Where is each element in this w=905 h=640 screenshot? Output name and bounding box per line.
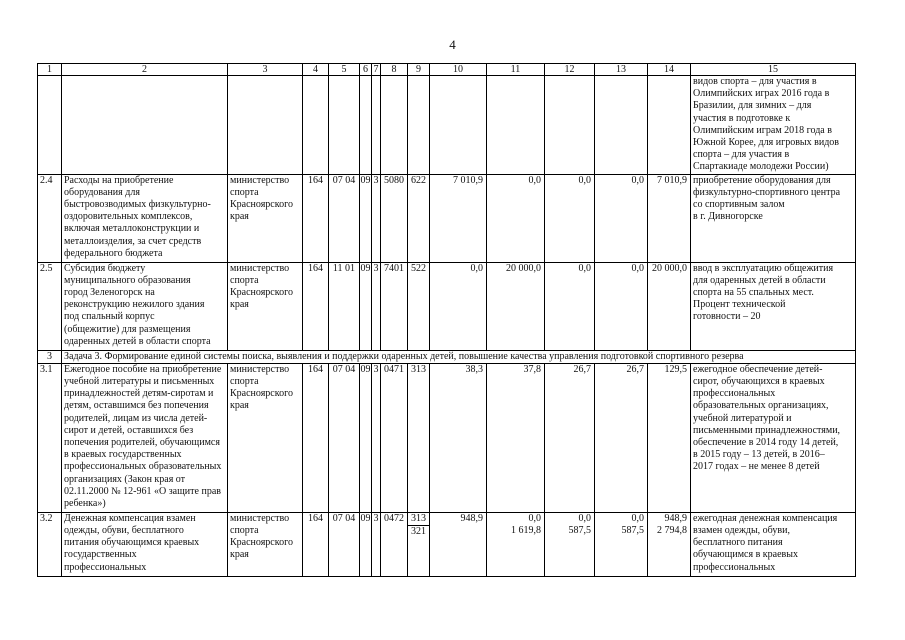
result-cell: ежегодное обеспечение детей- сирот, обучающихся в краевых профессиональных образовательных организациях, учебной литературой и письменными принадлежностями, обеспечение в 2014 году 14 детей, в 2015 году – 13 детей, в 2016– 2017 годах – не менее 8 детей (691, 363, 856, 512)
amount-cell (545, 512, 595, 576)
table-row (38, 363, 856, 512)
executor-cell: министерство спорта Красноярского края (228, 262, 303, 350)
header-cell: 15 (691, 64, 856, 76)
amount-cell: 129,5 (648, 363, 691, 512)
header-cell: 8 (381, 64, 408, 76)
code-cell: 09 (360, 512, 372, 576)
amount-cell: 0,0 (595, 174, 648, 262)
amount-cell: 0,0 (545, 174, 595, 262)
header-cell: 5 (329, 64, 360, 76)
code-cell: 07 04 (329, 512, 360, 576)
code-cell: 0472 (381, 512, 408, 576)
row-number: 3.2 (38, 512, 62, 576)
amount-cell: 0,0 (595, 262, 648, 350)
code-cell: 164 (303, 512, 329, 576)
amount-cell-part: 2 794,8 (657, 525, 687, 537)
header-cell: 13 (595, 64, 648, 76)
amount-cell: 7 010,9 (648, 174, 691, 262)
executor-cell: министерство спорта Красноярского края (228, 512, 303, 576)
amount-cell-part: 0,0 (631, 512, 644, 524)
section-row (38, 350, 856, 363)
table-row-continuation (38, 76, 856, 175)
code-cell: 09 (360, 262, 372, 350)
code-cell: 09 (360, 174, 372, 262)
header-cell: 2 (62, 64, 228, 76)
code-cell: 3 (372, 363, 381, 512)
row-number: 3.1 (38, 363, 62, 512)
header-row (38, 64, 856, 76)
amount-cell: 20 000,0 (648, 262, 691, 350)
code-cell: 3 (372, 174, 381, 262)
header-cell: 12 (545, 64, 595, 76)
code-cell: 09 (360, 363, 372, 512)
amount-cell (487, 512, 545, 576)
amount-cell: 0,0 (487, 174, 545, 262)
page-number: 4 (449, 37, 456, 52)
activity-name: Денежная компенсация взамен одежды, обуви, бесплатного питания обучающимся краевых государственных профессиональных (62, 512, 228, 576)
code-cell: 622 (408, 174, 430, 262)
header-cell: 10 (430, 64, 487, 76)
section-title: Задача 3. Формирование единой системы поиска, выявления и поддержки одаренных детей, повышение качества управления подготовкой спортивного резерва (62, 350, 856, 363)
header-cell: 3 (228, 64, 303, 76)
amount-cell: 0,0 (545, 262, 595, 350)
code-cell: 313 (408, 363, 430, 512)
header-cell: 7 (373, 64, 379, 75)
code-cell: 7401 (381, 262, 408, 350)
header-cell: 9 (408, 64, 430, 76)
header-cell: 14 (648, 64, 691, 76)
table-row (38, 174, 856, 262)
amount-cell (430, 512, 487, 576)
header-cell: 1 (38, 64, 62, 76)
amount-cell: 38,3 (430, 363, 487, 512)
amount-cell: 37,8 (487, 363, 545, 512)
header-cell: 11 (487, 64, 545, 76)
code-cell: 164 (303, 174, 329, 262)
section-number: 3 (38, 350, 62, 363)
executor-cell: министерство спорта Красноярского края (228, 363, 303, 512)
code-cell (408, 512, 430, 576)
result-cell: видов спорта – для участия в Олимпийских играх 2016 года в Бразилии, для зимних – для участия в подготовке к Олимпийским играм 2018 года в Южной Корее, для игровых видов спорта – для участия в Спартакиаде молодежи России) (691, 76, 856, 175)
result-cell: ежегодная денежная компенсация взамен одежды, обуви, бесплатного питания обучающимся в краевых профессиональных (691, 512, 856, 576)
executor-cell: министерство спорта Красноярского края (228, 174, 303, 262)
header-cell: 4 (303, 64, 329, 76)
table-row (38, 262, 856, 350)
row-number: 2.4 (38, 174, 62, 262)
code-cell: 164 (303, 262, 329, 350)
amount-cell-part: 948,9 (460, 512, 483, 524)
code-cell: 3 (372, 512, 381, 576)
amount-cell: 20 000,0 (487, 262, 545, 350)
amount-cell: 7 010,9 (430, 174, 487, 262)
code-cell-part: 313 (408, 513, 429, 526)
budget-table (37, 63, 856, 577)
activity-name: Ежегодное пособие на приобретение учебной литературы и письменных принадлежностей детям-сиротам и детям, оставшимся без попечения родителей, лицам из числа детей- сирот и детей, оставшихся без попечения родителей, обучающимся в краевых государственных профессиональных образовательных организациях (Закон края от 02.11.2000 № 12-961 «О защите прав ребенка») (62, 363, 228, 512)
amount-cell-part: 1 619,8 (511, 525, 541, 537)
code-cell: 11 01 (329, 262, 360, 350)
activity-name: Субсидия бюджету муниципального образования город Зеленогорск на реконструкцию нежилого здания под спальный корпус (общежитие) для размещения одаренных детей в области спорта (62, 262, 228, 350)
row-number: 2.5 (38, 262, 62, 350)
activity-name: Расходы на приобретение оборудования для быстровозводимых физкультурно- оздоровительных комплексов, включая металлоконструкции и металлоизделия, за счет средств федерального бюджета (62, 174, 228, 262)
code-cell-part: 321 (411, 526, 426, 538)
header-cell: 6 (360, 64, 372, 76)
amount-cell: 26,7 (595, 363, 648, 512)
result-cell: ввод в эксплуатацию общежития для одаренных детей в области спорта на 55 спальных мест. Процент технической готовности – 20 (691, 262, 856, 350)
amount-cell-part: 0,0 (578, 512, 591, 524)
amount-cell-part: 0,0 (528, 512, 541, 524)
amount-cell: 0,0 (430, 262, 487, 350)
amount-cell (648, 512, 691, 576)
table-row (38, 512, 856, 576)
code-cell: 164 (303, 363, 329, 512)
result-cell: приобретение оборудования для физкультурно-спортивного центра со спортивным залом в г. Дивногорске (691, 174, 856, 262)
amount-cell-part (432, 525, 483, 537)
amount-cell-part: 587,5 (568, 525, 591, 537)
code-cell: 0471 (381, 363, 408, 512)
amount-cell: 26,7 (545, 363, 595, 512)
amount-cell-part: 587,5 (621, 525, 644, 537)
code-cell: 3 (372, 262, 381, 350)
code-cell: 07 04 (329, 363, 360, 512)
code-cell: 5080 (381, 174, 408, 262)
code-cell: 07 04 (329, 174, 360, 262)
code-cell: 522 (408, 262, 430, 350)
amount-cell (595, 512, 648, 576)
amount-cell-part: 948,9 (664, 512, 687, 524)
